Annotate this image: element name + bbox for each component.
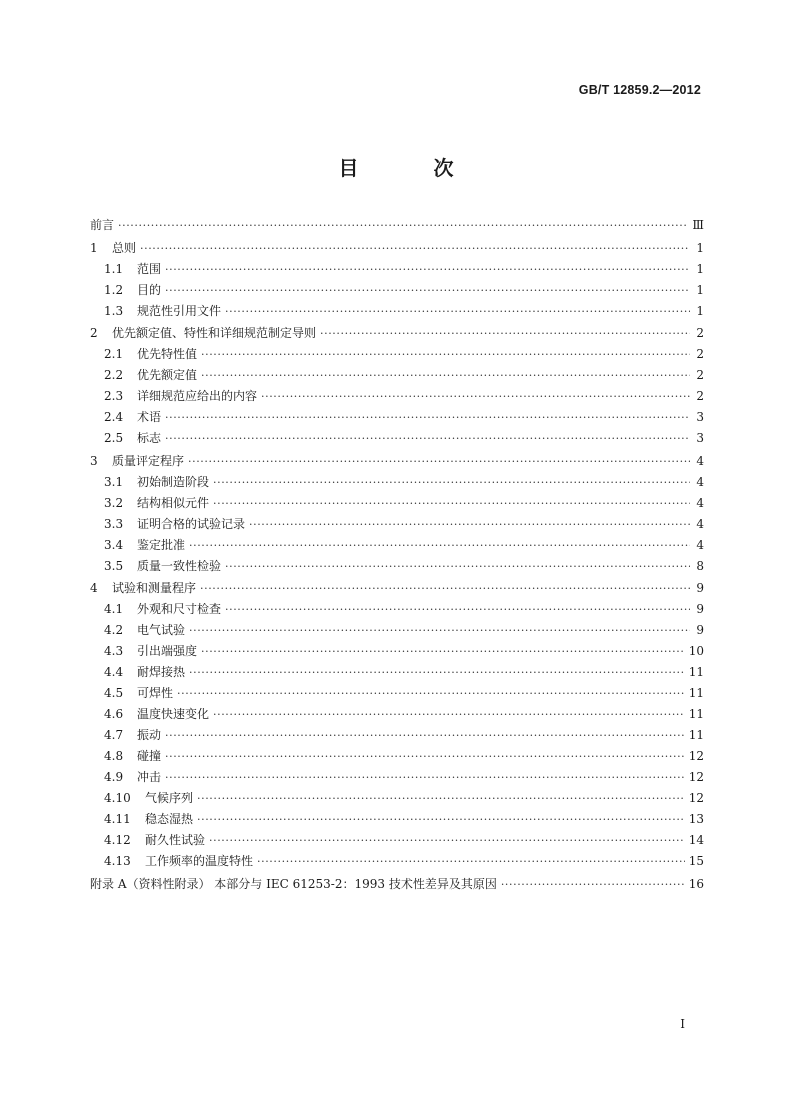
toc-entry[interactable] [90,535,704,556]
toc-entry-title: 稳态湿热 [145,812,194,826]
dot-leader [165,767,685,788]
dot-leader [320,323,690,344]
toc-entry-number: 4 [90,581,98,595]
toc-entry[interactable] [90,662,704,683]
dot-leader [249,514,690,535]
toc-entry-page: 15 [688,854,704,868]
toc-entry-number: 4.3 [104,644,124,658]
dot-leader [201,365,690,386]
toc-entry-title: 优先额定值 [137,368,198,382]
toc-entry-page: 12 [688,770,704,784]
toc-entry-page: 1 [696,261,704,276]
toc-entry-title: 耐焊接热 [137,665,186,679]
toc-entry-page: 9 [696,623,704,637]
toc-entry-title: 耐久性试验 [145,833,206,847]
toc-entry[interactable] [90,874,704,895]
toc-entry-page: 11 [688,665,704,679]
toc-entry[interactable] [90,514,704,535]
toc-entry-number: 4.5 [104,686,124,700]
dot-leader [225,599,690,620]
dot-leader [213,472,690,493]
toc-entry-page: 11 [688,686,704,700]
toc-entry-number: 4.10 [104,791,131,805]
dot-leader [200,578,690,599]
page-title: 目 次 [338,156,488,180]
dot-leader [177,683,685,704]
dot-leader [165,407,690,428]
toc-entry-number: 3.1 [104,474,124,489]
toc-entry-number: 4.9 [104,770,124,784]
toc-entry-page: 1 [696,240,704,255]
toc-entry-number: 4.11 [104,812,131,826]
dot-leader [225,556,690,577]
dot-leader [140,238,690,259]
toc-entry-title: 目的 [137,282,162,297]
toc-entry-number: 2.5 [104,431,124,445]
toc-entry-title: 优先额定值、特性和详细规范制定导则 [112,326,317,340]
toc-entry-title: 电气试验 [137,623,186,637]
dot-leader [501,874,685,895]
toc-entry-page: 13 [688,812,704,826]
toc-entry-page: 14 [688,833,704,847]
toc-entry[interactable] [90,472,704,493]
toc-entry-title: 详细规范应给出的内容 [137,389,258,403]
toc-entry-title: 附录 A（资料性附录） 本部分与 IEC 61253-2：1993 技术性差异及其原因 [90,876,497,891]
toc-entry[interactable] [90,301,704,322]
toc-entry-title: 引出端强度 [137,644,198,658]
toc-entry[interactable] [90,851,704,872]
toc-entry-number: 4.8 [104,749,124,763]
toc-entry-page: 2 [696,389,704,403]
toc-entry-title: 总则 [112,240,137,255]
toc-entry[interactable] [90,238,704,259]
toc-entry-number: 4.1 [104,602,124,616]
toc-entry-title: 质量一致性检验 [137,558,222,573]
toc-entry-number: 2.2 [104,368,124,382]
toc-entry[interactable] [90,386,704,407]
toc-entry-number: 2 [90,326,98,340]
toc-entry-number: 4.4 [104,665,124,679]
dot-leader [118,215,688,236]
toc-entry-page: 1 [696,303,704,318]
toc-entry[interactable] [90,578,704,599]
toc-entry-page: Ⅲ [692,218,704,232]
dot-leader [189,662,685,683]
toc-entry[interactable] [90,493,704,514]
toc-entry[interactable] [90,788,704,809]
toc-entry[interactable] [90,725,704,746]
toc-entry-number: 3.3 [104,516,124,531]
toc-entry[interactable] [90,344,704,365]
toc-entry-number: 4.6 [104,707,124,721]
toc-entry-number: 2.1 [104,347,124,361]
toc-entry-page: 9 [696,602,704,616]
toc-entry-page: 11 [688,707,704,721]
dot-leader [188,451,690,472]
toc-entry[interactable] [90,556,704,577]
dot-leader [165,428,690,449]
toc-entry[interactable] [90,767,704,788]
toc-entry[interactable] [90,215,704,236]
dot-leader [225,301,690,322]
toc-entry-number: 3.2 [104,495,124,510]
toc-entry[interactable] [90,365,704,386]
toc-entry-title: 振动 [137,728,162,742]
toc-entry[interactable] [90,451,704,472]
toc-entry-number: 4.2 [104,623,124,637]
toc-entry-title: 外观和尺寸检查 [137,602,222,616]
dot-leader [213,704,685,725]
toc-entry-page: 4 [696,516,704,531]
toc-entry-page: 9 [696,581,704,595]
dot-leader [189,620,690,641]
toc-entry-page: 10 [688,644,704,658]
toc-entry-number: 4.7 [104,728,124,742]
toc-entry-title: 规范性引用文件 [137,303,222,318]
dot-leader [197,788,685,809]
toc-entry[interactable] [90,830,704,851]
toc-entry[interactable] [90,809,704,830]
toc-entry-title: 术语 [137,410,162,424]
dot-leader [209,830,685,851]
toc-entry-title: 标志 [137,431,162,445]
toc-entry-title: 温度快速变化 [137,707,210,721]
standard-number: GB/T 12859.2—2012 [578,83,701,97]
toc-entry-title: 工作频率的温度特性 [145,854,254,868]
toc-entry[interactable] [90,428,704,449]
toc-entry-number: 1.1 [104,261,124,276]
toc-entry-page: 12 [688,791,704,805]
toc-entry[interactable] [90,683,704,704]
table-of-contents [90,215,704,895]
toc-entry-title: 结构相似元件 [137,495,210,510]
toc-entry-title: 证明合格的试验记录 [137,516,246,531]
toc-entry-page: 3 [696,410,704,424]
toc-entry-title: 冲击 [137,770,162,784]
toc-entry-title: 可焊性 [137,686,174,700]
dot-leader [261,386,690,407]
toc-entry-title: 气候序列 [145,791,194,805]
toc-entry-page: 4 [696,453,704,468]
toc-entry-page: 16 [688,876,704,891]
dot-leader [257,851,685,872]
toc-entry-number: 2.4 [104,410,124,424]
toc-entry-title: 范围 [137,261,162,276]
toc-entry[interactable] [90,280,704,301]
page-number: I [680,1017,685,1031]
toc-entry[interactable] [90,599,704,620]
toc-entry-number: 4.13 [104,854,131,868]
toc-entry[interactable] [90,641,704,662]
toc-entry-title: 鉴定批准 [137,537,186,552]
toc-entry-page: 11 [688,728,704,742]
toc-entry-number: 3.5 [104,558,124,573]
dot-leader [201,641,685,662]
toc-entry-page: 4 [696,474,704,489]
toc-entry-title: 试验和测量程序 [112,581,197,595]
dot-leader [165,280,690,301]
toc-entry-page: 4 [696,495,704,510]
toc-entry-page: 2 [696,347,704,361]
toc-entry-page: 3 [696,431,704,445]
toc-entry-page: 4 [696,537,704,552]
dot-leader [197,809,685,830]
dot-leader [201,344,690,365]
toc-entry[interactable] [90,407,704,428]
toc-entry[interactable] [90,704,704,725]
toc-entry[interactable] [90,620,704,641]
toc-entry-title: 优先特性值 [137,347,198,361]
toc-entry-number: 3.4 [104,537,124,552]
toc-entry-page: 12 [688,749,704,763]
toc-entry-number: 4.12 [104,833,131,847]
toc-entry-number: 2.3 [104,389,124,403]
toc-entry-page: 8 [696,558,704,573]
dot-leader [213,493,690,514]
toc-entry-page: 1 [696,282,704,297]
dot-leader [165,725,685,746]
toc-entry-title: 碰撞 [137,749,162,763]
toc-entry-number: 3 [90,453,98,468]
toc-entry-title: 初始制造阶段 [137,474,210,489]
toc-entry-page: 2 [696,368,704,382]
dot-leader [165,746,685,767]
toc-entry-title: 质量评定程序 [112,453,185,468]
dot-leader [165,259,690,280]
toc-entry-number: 1.3 [104,303,124,318]
toc-entry[interactable] [90,323,704,344]
toc-entry[interactable] [90,259,704,280]
toc-entry[interactable] [90,746,704,767]
dot-leader [189,535,690,556]
toc-entry-number: 1.2 [104,282,124,297]
toc-entry-number: 1 [90,240,98,255]
toc-entry-page: 2 [696,326,704,340]
toc-entry-title: 前言 [90,218,115,232]
